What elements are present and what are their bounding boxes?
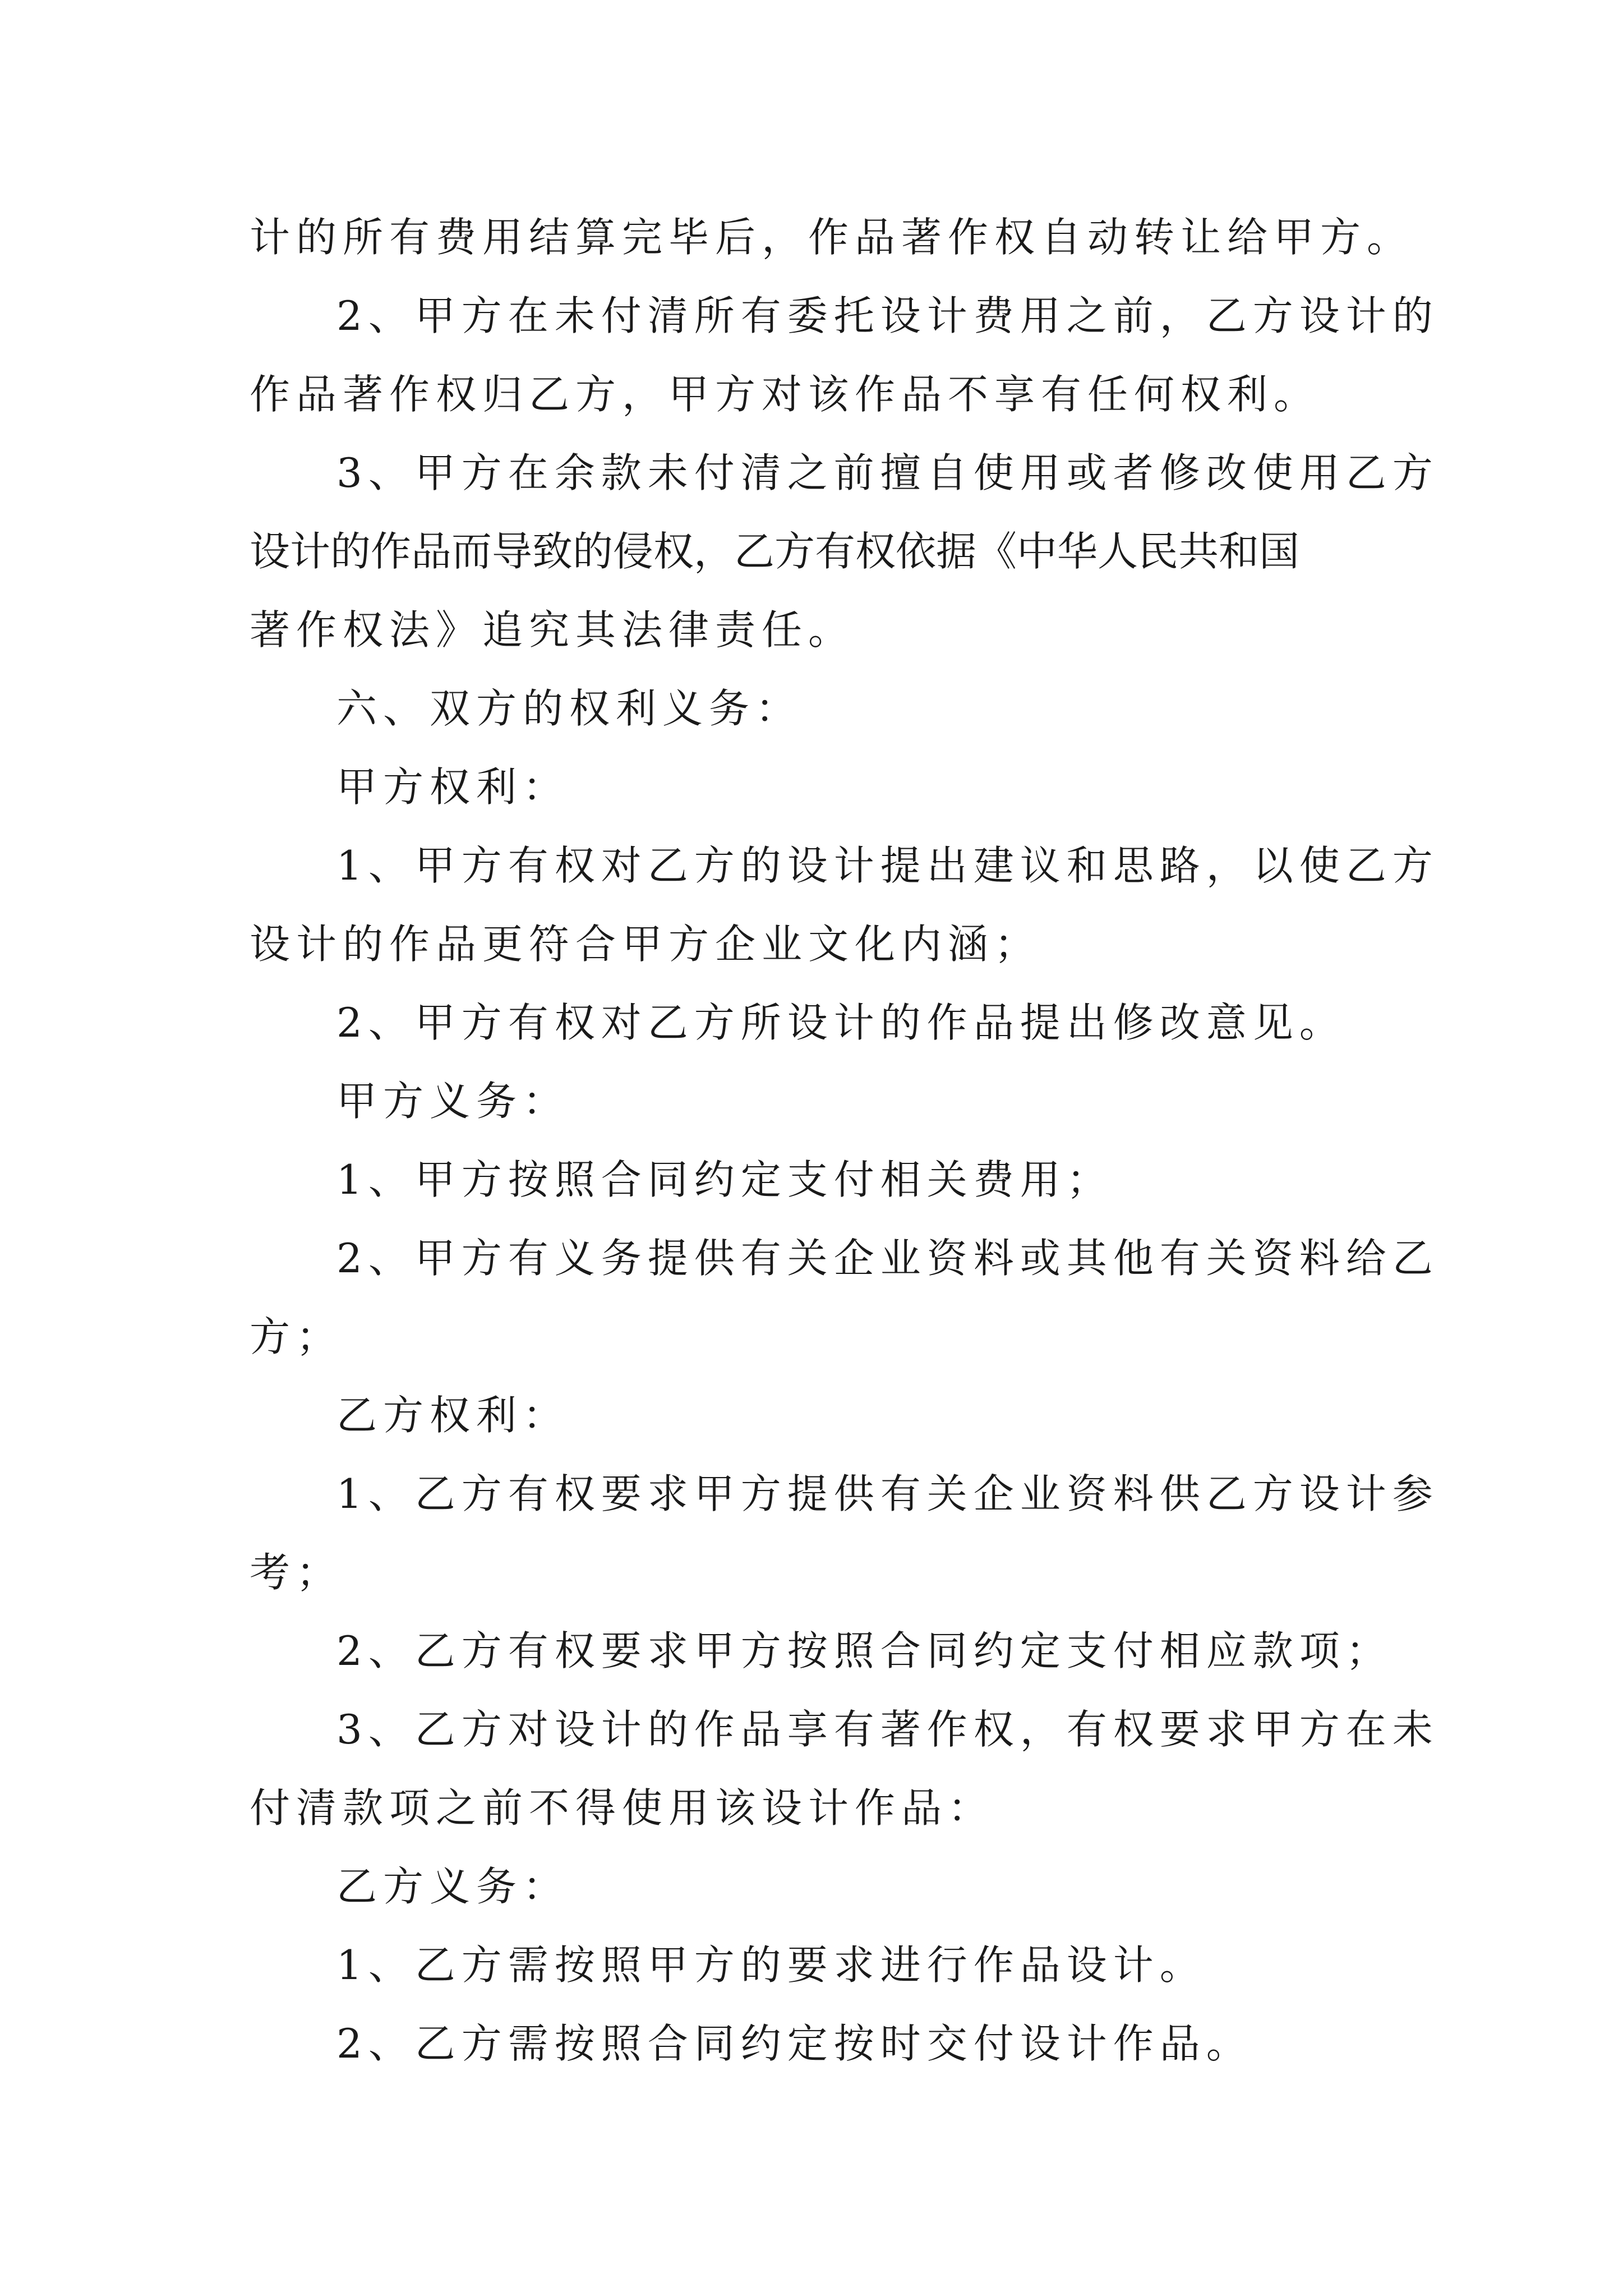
text-line: 付清款项之前不得使用该设计作品： xyxy=(250,1784,995,1832)
text-line: 2、甲方有义务提供有关企业资料或其他有关资料给乙 xyxy=(336,1235,1439,1282)
subsection-heading: 甲方义务： xyxy=(336,1078,570,1125)
text-line: 3、乙方对设计的作品享有著作权，有权要求甲方在未 xyxy=(336,1706,1439,1753)
text-line: 考； xyxy=(250,1549,343,1596)
text-line: 方； xyxy=(250,1313,343,1360)
text-line: 1、甲方有权对乙方的设计提出建议和思路，以使乙方 xyxy=(336,842,1439,889)
section-heading: 六、双方的权利义务： xyxy=(336,685,803,732)
text-line: 设计的作品更符合甲方企业文化内涵； xyxy=(250,921,1041,968)
text-line: 设计的作品而导致的侵权，乙方有权依据《中华人民共和国 xyxy=(250,528,1300,575)
text-line: 计的所有费用结算完毕后，作品著作权自动转让给甲方。 xyxy=(250,214,1414,261)
subsection-heading: 甲方权利： xyxy=(336,763,570,811)
text-line: 1、乙方有权要求甲方提供有关企业资料供乙方设计参 xyxy=(336,1470,1439,1517)
text-line: 3、甲方在余款未付清之前擅自使用或者修改使用乙方 xyxy=(336,449,1439,496)
text-line: 2、乙方有权要求甲方按照合同约定支付相应款项； xyxy=(336,1627,1393,1674)
text-line: 2、甲方在未付清所有委托设计费用之前，乙方设计的 xyxy=(336,292,1439,339)
text-line: 著作权法》追究其法律责任。 xyxy=(250,606,855,654)
text-line: 2、甲方有权对乙方所设计的作品提出修改意见。 xyxy=(336,999,1346,1046)
text-line: 1、甲方按照合同约定支付相关费用； xyxy=(336,1156,1113,1203)
text-line: 2、乙方需按照合同约定按时交付设计作品。 xyxy=(336,2020,1253,2067)
subsection-heading: 乙方权利： xyxy=(336,1392,570,1439)
text-line: 1、乙方需按照甲方的要求进行作品设计。 xyxy=(336,1941,1206,1989)
subsection-heading: 乙方义务： xyxy=(336,1863,570,1910)
text-line: 作品著作权归乙方，甲方对该作品不享有任何权利。 xyxy=(250,371,1321,418)
